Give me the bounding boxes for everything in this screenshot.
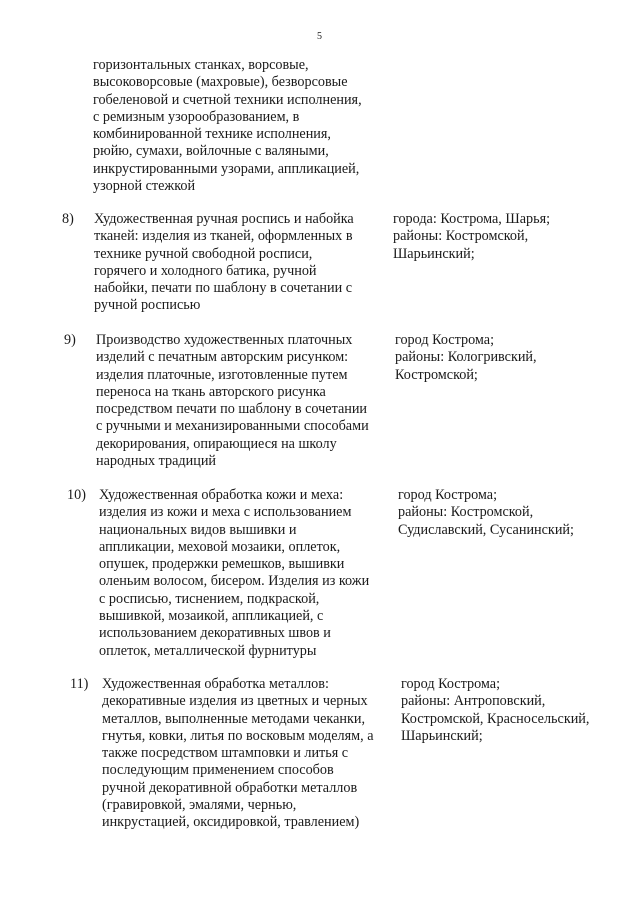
intro-line: с ремизным узорообразованием, в [93, 108, 300, 125]
description-line: аппликации, меховой мозаики, оплеток, [99, 538, 341, 555]
places-line: Судиславский, Сусанинский; [398, 521, 574, 538]
item-number: 10) [67, 487, 86, 503]
description-line: инкрустацией, оксидировкой, травлением) [102, 814, 360, 831]
description-line: Художественная ручная роспись и набойка [94, 211, 354, 227]
item-number: 9) [64, 332, 76, 348]
places-line: районы: Антроповский, [401, 693, 546, 710]
item-places [401, 676, 589, 745]
item-description [96, 332, 369, 470]
description-line: ручной декоративной обработки металлов [102, 779, 358, 796]
description-line: набойки, печати по шаблону в сочетании с [94, 280, 353, 297]
description-line: с ручными и механизированными способами [96, 418, 369, 435]
item-places [395, 332, 537, 384]
description-line: использованием декоративных швов и [99, 625, 331, 642]
description-line: Художественная обработка кожи и меха: [99, 487, 344, 503]
places-line: районы: Кологривский, [395, 349, 537, 366]
description-line: металлов, выполненные методами чеканки, [102, 710, 366, 727]
item-number: 11) [70, 676, 89, 692]
places-line: Шарьинский; [393, 245, 475, 262]
description-line: также посредством штамповки и литья с [102, 745, 349, 762]
intro-line: узорной стежкой [93, 178, 196, 195]
description-line: оплеток, металлической фурнитуры [99, 642, 317, 659]
places-line: районы: Костромской, [398, 504, 534, 521]
item-number: 8) [62, 211, 74, 227]
description-line: последующим применением способов [102, 762, 334, 779]
description-line: вышивкой, мозаикой, аппликацией, с [99, 608, 324, 625]
description-line: Художественная обработка металлов: [102, 676, 329, 692]
places-line: город Кострома; [401, 676, 501, 692]
description-line: декорирования, опирающиеся на школу [96, 435, 337, 452]
description-line: гнутья, ковки, литья по восковым моделям, а [102, 727, 374, 744]
description-line: Производство художественных платочных [96, 332, 353, 348]
description-line: с росписью, тиснением, подкраской, [99, 590, 320, 607]
description-line: переноса на ткань авторского рисунка [96, 383, 326, 400]
page-number: 5 [317, 31, 322, 42]
description-line: посредством печати по шаблону в сочетании [96, 401, 368, 418]
description-line: декоративные изделия из цветных и черных [102, 693, 368, 710]
places-line: районы: Костромской, [393, 228, 529, 245]
description-line: горячего и холодного батика, ручной [94, 262, 317, 279]
places-line: город Кострома; [395, 332, 495, 348]
intro-line: рюйю, сумахи, войлочные с валяными, [93, 143, 329, 160]
intro-line: высоковорсовые (махровые), безворсовые [93, 74, 348, 91]
item-description [99, 487, 369, 660]
item-description [94, 211, 354, 315]
intro-line: комбинированной технике исполнения, [93, 126, 331, 143]
description-line: народных традиций [96, 453, 217, 470]
intro-line: горизонтальных станках, ворсовые, [93, 57, 309, 73]
intro-text [93, 57, 362, 195]
places-line: города: Кострома, Шарья; [393, 211, 551, 227]
description-line: тканей: изделия из тканей, оформленных в [94, 228, 353, 245]
description-line: (гравировкой, эмалями, чернью, [102, 797, 297, 814]
description-line: ручной росписью [94, 297, 201, 314]
item-description [102, 676, 374, 832]
description-line: изделий с печатным авторским рисунком: [96, 349, 349, 366]
places-line: Костромской, Красносельский, [401, 710, 590, 727]
description-line: оленьим волосом, бисером. Изделия из кожи [99, 573, 370, 590]
intro-line: инкрустированными узорами, аппликацией, [93, 160, 360, 177]
places-line: Шарьинский; [401, 727, 483, 744]
description-line: технике ручной свободной росписи, [94, 245, 313, 262]
item-places [398, 487, 574, 539]
places-line: город Кострома; [398, 487, 498, 503]
description-line: изделия из кожи и меха с использованием [99, 504, 352, 521]
places-line: Костромской; [395, 366, 478, 383]
intro-line: гобеленовой и счетной техники исполнения, [93, 91, 362, 108]
description-line: опушек, продержки ремешков, вышивки [99, 556, 345, 573]
item-places [393, 211, 550, 263]
description-line: национальных видов вышивки и [99, 521, 297, 538]
description-line: изделия платочные, изготовленные путем [96, 366, 348, 383]
